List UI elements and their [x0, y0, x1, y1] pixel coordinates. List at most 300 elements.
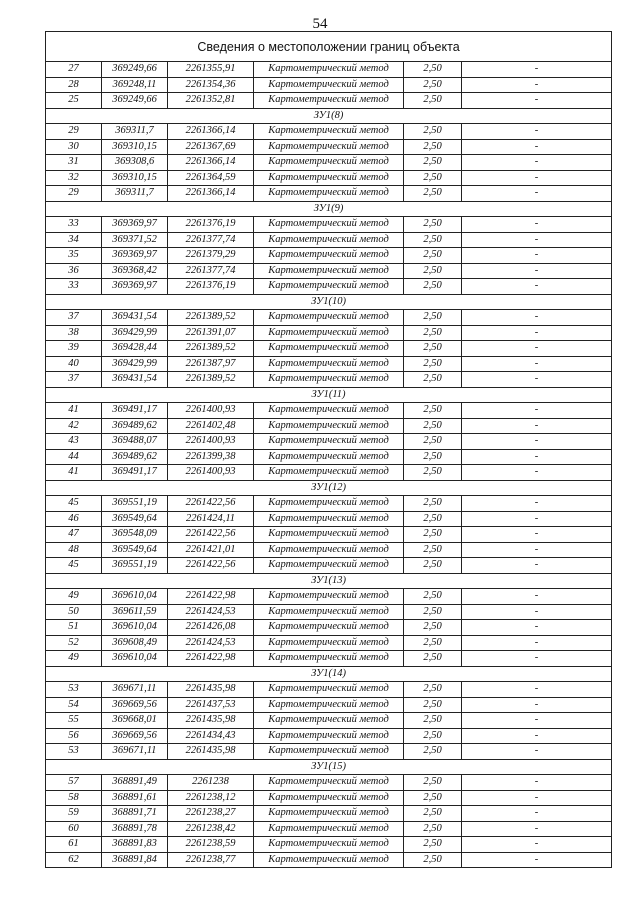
accuracy-value: 2,50: [404, 651, 462, 667]
table-row: [46, 852, 612, 868]
point-number: 51: [46, 620, 102, 636]
determination-method: Картометрический метод: [254, 542, 404, 558]
coordinate-y: 2261402,48: [168, 418, 254, 434]
determination-method: Картометрический метод: [254, 124, 404, 140]
boundary-description: -: [462, 558, 612, 574]
point-number: 42: [46, 418, 102, 434]
point-number: 62: [46, 852, 102, 868]
boundary-description: -: [462, 465, 612, 481]
coordinate-x: 369608,49: [102, 635, 168, 651]
coordinate-y: 2261391,07: [168, 325, 254, 341]
determination-method: Картометрический метод: [254, 620, 404, 636]
boundary-description: -: [462, 821, 612, 837]
accuracy-value: 2,50: [404, 496, 462, 512]
table-row: [46, 232, 612, 248]
boundary-description: -: [462, 806, 612, 822]
determination-method: Картометрический метод: [254, 496, 404, 512]
coordinate-x: 369431,54: [102, 372, 168, 388]
point-number: 35: [46, 248, 102, 264]
coordinate-x: 368891,71: [102, 806, 168, 822]
coordinate-x: 369489,62: [102, 449, 168, 465]
table-row: [46, 651, 612, 667]
boundary-description: -: [462, 511, 612, 527]
coordinate-x: 369311,7: [102, 124, 168, 140]
boundary-description: -: [462, 620, 612, 636]
point-number: 28: [46, 77, 102, 93]
coordinate-x: 369489,62: [102, 418, 168, 434]
accuracy-value: 2,50: [404, 806, 462, 822]
boundary-coordinates-table: [45, 31, 612, 868]
accuracy-value: 2,50: [404, 263, 462, 279]
accuracy-value: 2,50: [404, 713, 462, 729]
boundary-description: -: [462, 372, 612, 388]
accuracy-value: 2,50: [404, 635, 462, 651]
coordinate-y: 2261389,52: [168, 372, 254, 388]
accuracy-value: 2,50: [404, 558, 462, 574]
table-body: [46, 62, 612, 868]
point-number: 52: [46, 635, 102, 651]
boundary-description: -: [462, 775, 612, 791]
section-label: ЗУ1(14): [46, 666, 612, 682]
coordinate-y: 2261354,36: [168, 77, 254, 93]
section-row: [46, 294, 612, 310]
boundary-description: -: [462, 263, 612, 279]
coordinate-x: 369248,11: [102, 77, 168, 93]
point-number: 45: [46, 496, 102, 512]
accuracy-value: 2,50: [404, 186, 462, 202]
accuracy-value: 2,50: [404, 279, 462, 295]
coordinate-x: 369549,64: [102, 542, 168, 558]
determination-method: Картометрический метод: [254, 372, 404, 388]
boundary-description: -: [462, 186, 612, 202]
determination-method: Картометрический метод: [254, 790, 404, 806]
coordinate-y: 2261238,77: [168, 852, 254, 868]
section-row: [46, 666, 612, 682]
point-number: 36: [46, 263, 102, 279]
accuracy-value: 2,50: [404, 527, 462, 543]
section-label: ЗУ1(15): [46, 759, 612, 775]
determination-method: Картометрический метод: [254, 589, 404, 605]
boundary-description: -: [462, 682, 612, 698]
coordinate-x: 368891,84: [102, 852, 168, 868]
point-number: 40: [46, 356, 102, 372]
coordinate-x: 368891,61: [102, 790, 168, 806]
table-row: [46, 217, 612, 233]
accuracy-value: 2,50: [404, 93, 462, 109]
table-row: [46, 682, 612, 698]
coordinate-x: 369428,44: [102, 341, 168, 357]
table-row: [46, 806, 612, 822]
table-row: [46, 837, 612, 853]
determination-method: Картометрический метод: [254, 93, 404, 109]
coordinate-x: 369311,7: [102, 186, 168, 202]
coordinate-y: 2261238: [168, 775, 254, 791]
table-row: [46, 248, 612, 264]
boundary-description: -: [462, 232, 612, 248]
boundary-description: -: [462, 651, 612, 667]
determination-method: Картометрический метод: [254, 527, 404, 543]
point-number: 29: [46, 124, 102, 140]
coordinate-y: 2261435,98: [168, 713, 254, 729]
boundary-description: -: [462, 744, 612, 760]
determination-method: Картометрический метод: [254, 511, 404, 527]
determination-method: Картометрический метод: [254, 325, 404, 341]
coordinate-y: 2261399,38: [168, 449, 254, 465]
table-row: [46, 713, 612, 729]
accuracy-value: 2,50: [404, 62, 462, 78]
coordinate-x: 368891,49: [102, 775, 168, 791]
boundary-description: -: [462, 124, 612, 140]
determination-method: Картометрический метод: [254, 403, 404, 419]
coordinate-x: 369488,07: [102, 434, 168, 450]
coordinate-x: 369431,54: [102, 310, 168, 326]
boundary-description: -: [462, 496, 612, 512]
table-row: [46, 542, 612, 558]
accuracy-value: 2,50: [404, 356, 462, 372]
boundary-description: -: [462, 728, 612, 744]
coordinate-y: 2261366,14: [168, 124, 254, 140]
point-number: 33: [46, 279, 102, 295]
coordinate-x: 369369,97: [102, 279, 168, 295]
boundary-description: -: [462, 434, 612, 450]
table-row: [46, 728, 612, 744]
boundary-description: -: [462, 93, 612, 109]
point-number: 57: [46, 775, 102, 791]
accuracy-value: 2,50: [404, 744, 462, 760]
determination-method: Картометрический метод: [254, 170, 404, 186]
coordinate-y: 2261422,56: [168, 527, 254, 543]
coordinate-x: 369610,04: [102, 620, 168, 636]
point-number: 25: [46, 93, 102, 109]
point-number: 34: [46, 232, 102, 248]
point-number: 27: [46, 62, 102, 78]
table-row: [46, 263, 612, 279]
accuracy-value: 2,50: [404, 403, 462, 419]
point-number: 31: [46, 155, 102, 171]
accuracy-value: 2,50: [404, 124, 462, 140]
coordinate-x: 368891,83: [102, 837, 168, 853]
table-row: [46, 77, 612, 93]
boundary-description: -: [462, 837, 612, 853]
coordinate-y: 2261400,93: [168, 403, 254, 419]
section-label: ЗУ1(13): [46, 573, 612, 589]
table-row: [46, 372, 612, 388]
table-row: [46, 697, 612, 713]
point-number: 49: [46, 589, 102, 605]
coordinate-y: 2261352,81: [168, 93, 254, 109]
determination-method: Картометрический метод: [254, 155, 404, 171]
table-row: [46, 356, 612, 372]
coordinate-x: 369310,15: [102, 170, 168, 186]
accuracy-value: 2,50: [404, 372, 462, 388]
accuracy-value: 2,50: [404, 418, 462, 434]
table-title: Сведения о местоположении границ объекта: [46, 32, 612, 62]
boundary-description: -: [462, 325, 612, 341]
table-row: [46, 310, 612, 326]
determination-method: Картометрический метод: [254, 217, 404, 233]
point-number: 58: [46, 790, 102, 806]
table-row: [46, 155, 612, 171]
boundary-description: -: [462, 139, 612, 155]
determination-method: Картометрический метод: [254, 356, 404, 372]
accuracy-value: 2,50: [404, 155, 462, 171]
point-number: 33: [46, 217, 102, 233]
table-row: [46, 434, 612, 450]
determination-method: Картометрический метод: [254, 310, 404, 326]
table-row: [46, 62, 612, 78]
determination-method: Картометрический метод: [254, 651, 404, 667]
coordinate-x: 369369,97: [102, 248, 168, 264]
coordinate-x: 369668,01: [102, 713, 168, 729]
determination-method: Картометрический метод: [254, 232, 404, 248]
determination-method: Картометрический метод: [254, 341, 404, 357]
coordinate-y: 2261424,53: [168, 635, 254, 651]
coordinate-x: 369611,59: [102, 604, 168, 620]
coordinate-y: 2261238,12: [168, 790, 254, 806]
coordinate-y: 2261355,91: [168, 62, 254, 78]
section-row: [46, 387, 612, 403]
accuracy-value: 2,50: [404, 341, 462, 357]
boundary-description: -: [462, 217, 612, 233]
coordinate-y: 2261400,93: [168, 434, 254, 450]
coordinate-x: 369671,11: [102, 682, 168, 698]
point-number: 43: [46, 434, 102, 450]
determination-method: Картометрический метод: [254, 558, 404, 574]
point-number: 37: [46, 310, 102, 326]
table-row: [46, 511, 612, 527]
accuracy-value: 2,50: [404, 775, 462, 791]
point-number: 37: [46, 372, 102, 388]
table-row: [46, 418, 612, 434]
determination-method: Картометрический метод: [254, 248, 404, 264]
point-number: 53: [46, 744, 102, 760]
point-number: 61: [46, 837, 102, 853]
point-number: 47: [46, 527, 102, 543]
point-number: 55: [46, 713, 102, 729]
section-label: ЗУ1(8): [46, 108, 612, 124]
boundary-description: -: [462, 852, 612, 868]
coordinate-y: 2261422,98: [168, 589, 254, 605]
boundary-description: -: [462, 77, 612, 93]
point-number: 32: [46, 170, 102, 186]
point-number: 39: [46, 341, 102, 357]
boundary-description: -: [462, 527, 612, 543]
table-row: [46, 341, 612, 357]
boundary-description: -: [462, 713, 612, 729]
coordinate-y: 2261238,42: [168, 821, 254, 837]
determination-method: Картометрический метод: [254, 139, 404, 155]
coordinate-x: 369249,66: [102, 93, 168, 109]
accuracy-value: 2,50: [404, 217, 462, 233]
point-number: 56: [46, 728, 102, 744]
table-row: [46, 465, 612, 481]
boundary-description: -: [462, 542, 612, 558]
point-number: 49: [46, 651, 102, 667]
table-row: [46, 821, 612, 837]
determination-method: Картометрический метод: [254, 682, 404, 698]
coordinate-y: 2261426,08: [168, 620, 254, 636]
coordinate-y: 2261434,43: [168, 728, 254, 744]
accuracy-value: 2,50: [404, 248, 462, 264]
point-number: 30: [46, 139, 102, 155]
accuracy-value: 2,50: [404, 310, 462, 326]
coordinate-y: 2261437,53: [168, 697, 254, 713]
coordinate-y: 2261435,98: [168, 682, 254, 698]
coordinate-x: 369369,97: [102, 217, 168, 233]
accuracy-value: 2,50: [404, 852, 462, 868]
coordinate-x: 369308,6: [102, 155, 168, 171]
determination-method: Картометрический метод: [254, 62, 404, 78]
coordinate-x: 369549,64: [102, 511, 168, 527]
determination-method: Картометрический метод: [254, 418, 404, 434]
boundary-description: -: [462, 356, 612, 372]
boundary-description: -: [462, 170, 612, 186]
table-row: [46, 93, 612, 109]
table-row: [46, 635, 612, 651]
table-row: [46, 279, 612, 295]
coordinate-y: 2261421,01: [168, 542, 254, 558]
accuracy-value: 2,50: [404, 170, 462, 186]
coordinate-y: 2261377,74: [168, 232, 254, 248]
coordinate-x: 369491,17: [102, 403, 168, 419]
determination-method: Картометрический метод: [254, 728, 404, 744]
coordinate-x: 369610,04: [102, 651, 168, 667]
determination-method: Картометрический метод: [254, 465, 404, 481]
coordinate-y: 2261377,74: [168, 263, 254, 279]
section-row: [46, 759, 612, 775]
boundary-description: -: [462, 403, 612, 419]
determination-method: Картометрический метод: [254, 852, 404, 868]
coordinate-x: 369551,19: [102, 558, 168, 574]
point-number: 53: [46, 682, 102, 698]
coordinate-y: 2261379,29: [168, 248, 254, 264]
coordinate-x: 369310,15: [102, 139, 168, 155]
accuracy-value: 2,50: [404, 837, 462, 853]
point-number: 50: [46, 604, 102, 620]
coordinate-y: 2261422,98: [168, 651, 254, 667]
coordinate-x: 369669,56: [102, 728, 168, 744]
accuracy-value: 2,50: [404, 232, 462, 248]
accuracy-value: 2,50: [404, 620, 462, 636]
coordinate-y: 2261238,59: [168, 837, 254, 853]
point-number: 41: [46, 465, 102, 481]
accuracy-value: 2,50: [404, 511, 462, 527]
accuracy-value: 2,50: [404, 542, 462, 558]
coordinate-x: 369669,56: [102, 697, 168, 713]
accuracy-value: 2,50: [404, 434, 462, 450]
table-row: [46, 325, 612, 341]
coordinate-y: 2261422,56: [168, 496, 254, 512]
boundary-description: -: [462, 155, 612, 171]
coordinate-x: 369371,52: [102, 232, 168, 248]
determination-method: Картометрический метод: [254, 635, 404, 651]
accuracy-value: 2,50: [404, 728, 462, 744]
coordinate-y: 2261424,11: [168, 511, 254, 527]
determination-method: Картометрический метод: [254, 434, 404, 450]
table-row: [46, 170, 612, 186]
accuracy-value: 2,50: [404, 465, 462, 481]
accuracy-value: 2,50: [404, 682, 462, 698]
accuracy-value: 2,50: [404, 790, 462, 806]
table-row: [46, 449, 612, 465]
table-row: [46, 186, 612, 202]
table-row: [46, 744, 612, 760]
coordinate-y: 2261366,14: [168, 155, 254, 171]
coordinate-x: 369368,42: [102, 263, 168, 279]
accuracy-value: 2,50: [404, 139, 462, 155]
coordinate-x: 369491,17: [102, 465, 168, 481]
section-row: [46, 108, 612, 124]
coordinate-y: 2261367,69: [168, 139, 254, 155]
point-number: 48: [46, 542, 102, 558]
point-number: 59: [46, 806, 102, 822]
section-row: [46, 480, 612, 496]
coordinate-y: 2261366,14: [168, 186, 254, 202]
coordinate-y: 2261422,56: [168, 558, 254, 574]
page-number: 54: [312, 16, 328, 32]
table-row: [46, 589, 612, 605]
boundary-description: -: [462, 279, 612, 295]
accuracy-value: 2,50: [404, 77, 462, 93]
coordinate-x: 369671,11: [102, 744, 168, 760]
determination-method: Картометрический метод: [254, 77, 404, 93]
coordinate-x: 369429,99: [102, 356, 168, 372]
table-row: [46, 496, 612, 512]
coordinate-x: 369429,99: [102, 325, 168, 341]
determination-method: Картометрический метод: [254, 279, 404, 295]
coordinate-y: 2261376,19: [168, 279, 254, 295]
determination-method: Картометрический метод: [254, 186, 404, 202]
boundary-description: -: [462, 248, 612, 264]
boundary-description: -: [462, 589, 612, 605]
table-row: [46, 527, 612, 543]
determination-method: Картометрический метод: [254, 263, 404, 279]
boundary-description: -: [462, 604, 612, 620]
determination-method: Картометрический метод: [254, 604, 404, 620]
coordinate-x: 368891,78: [102, 821, 168, 837]
point-number: 44: [46, 449, 102, 465]
determination-method: Картометрический метод: [254, 837, 404, 853]
determination-method: Картометрический метод: [254, 821, 404, 837]
accuracy-value: 2,50: [404, 449, 462, 465]
point-number: 38: [46, 325, 102, 341]
coordinate-y: 2261364,59: [168, 170, 254, 186]
accuracy-value: 2,50: [404, 325, 462, 341]
determination-method: Картометрический метод: [254, 806, 404, 822]
coordinate-x: 369548,09: [102, 527, 168, 543]
boundary-description: -: [462, 697, 612, 713]
section-row: [46, 201, 612, 217]
section-label: ЗУ1(11): [46, 387, 612, 403]
table-row: [46, 124, 612, 140]
coordinate-x: 369551,19: [102, 496, 168, 512]
coordinate-x: 369610,04: [102, 589, 168, 605]
section-row: [46, 573, 612, 589]
section-label: ЗУ1(12): [46, 480, 612, 496]
table-row: [46, 620, 612, 636]
table-row: [46, 558, 612, 574]
point-number: 46: [46, 511, 102, 527]
determination-method: Картометрический метод: [254, 775, 404, 791]
boundary-description: -: [462, 62, 612, 78]
coordinate-y: 2261424,53: [168, 604, 254, 620]
accuracy-value: 2,50: [404, 589, 462, 605]
point-number: 45: [46, 558, 102, 574]
boundary-description: -: [462, 310, 612, 326]
coordinate-y: 2261389,52: [168, 310, 254, 326]
table-title-row: [46, 32, 612, 62]
table-row: [46, 775, 612, 791]
